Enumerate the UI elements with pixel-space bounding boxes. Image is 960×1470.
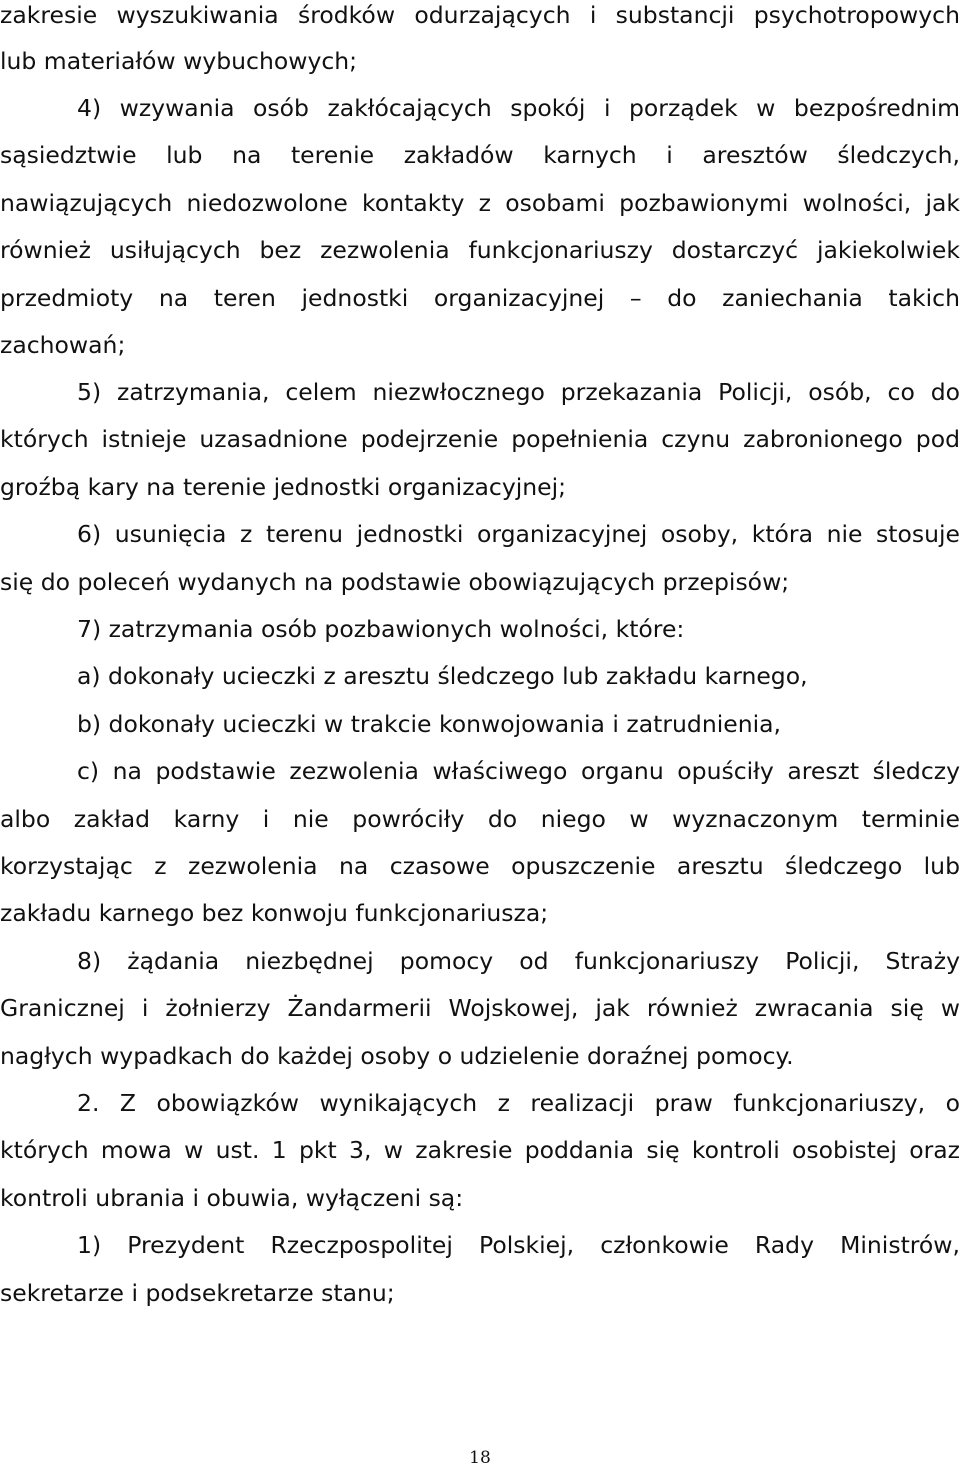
text-line: zachowań; bbox=[0, 331, 126, 359]
text-line: nawiązujących niedozwolone kontakty z osobami pozbawionymi wolności, jak bbox=[0, 189, 960, 217]
text-line: zakładu karnego bez konwoju funkcjonariusza; bbox=[0, 899, 549, 927]
text-line: 4) wzywania osób zakłócających spokój i porządek w bezpośrednim bbox=[77, 94, 960, 122]
text-line: groźbą kary na terenie jednostki organizacyjnej; bbox=[0, 473, 567, 501]
text-line: kontroli ubrania i obuwia, wyłączeni są: bbox=[0, 1184, 464, 1212]
text-line: 5) zatrzymania, celem niezwłocznego przekazania Policji, osób, co do bbox=[77, 378, 960, 406]
text-line: b) dokonały ucieczki w trakcie konwojowania i zatrudnienia, bbox=[77, 710, 782, 738]
text-line: 2. Z obowiązków wynikających z realizacji praw funkcjonariuszy, o bbox=[77, 1089, 960, 1117]
text-line: których mowa w ust. 1 pkt 3, w zakresie poddania się kontroli osobistej oraz bbox=[0, 1136, 960, 1164]
text-line: 6) usunięcia z terenu jednostki organizacyjnej osoby, która nie stosuje bbox=[77, 520, 960, 548]
text-line: również usiłujących bez zezwolenia funkcjonariuszy dostarczyć jakiekolwiek bbox=[0, 236, 960, 264]
text-line: nagłych wypadkach do każdej osoby o udzielenie doraźnej pomocy. bbox=[0, 1042, 794, 1070]
text-line: a) dokonały ucieczki z aresztu śledczego lub zakładu karnego, bbox=[77, 662, 808, 690]
text-line: 8) żądania niezbędnej pomocy od funkcjonariuszy Policji, Straży bbox=[77, 947, 960, 975]
text-line: c) na podstawie zezwolenia właściwego organu opuściły areszt śledczy bbox=[77, 757, 960, 785]
text-line: których istnieje uzasadnione podejrzenie popełnienia czynu zabronionego pod bbox=[0, 425, 960, 453]
text-line: przedmioty na teren jednostki organizacyjnej – do zaniechania takich bbox=[0, 284, 960, 312]
text-line: 1) Prezydent Rzeczpospolitej Polskiej, członkowie Rady Ministrów, bbox=[77, 1231, 960, 1259]
text-line: zakresie wyszukiwania środków odurzających i substancji psychotropowych bbox=[0, 1, 960, 29]
page-number: 18 bbox=[469, 1448, 491, 1468]
text-line: korzystając z zezwolenia na czasowe opuszczenie aresztu śledczego lub bbox=[0, 852, 960, 880]
text-line: sąsiedztwie lub na terenie zakładów karnych i aresztów śledczych, bbox=[0, 141, 960, 169]
text-line: się do poleceń wydanych na podstawie obowiązujących przepisów; bbox=[0, 568, 790, 596]
text-line: Granicznej i żołnierzy Żandarmerii Wojskowej, jak również zwracania się w bbox=[0, 994, 960, 1022]
text-line: albo zakład karny i nie powróciły do niego w wyznaczonym terminie bbox=[0, 805, 960, 833]
text-line: sekretarze i podsekretarze stanu; bbox=[0, 1279, 395, 1307]
text-line: lub materiałów wybuchowych; bbox=[0, 47, 358, 75]
text-line: 7) zatrzymania osób pozbawionych wolności, które: bbox=[77, 615, 685, 643]
